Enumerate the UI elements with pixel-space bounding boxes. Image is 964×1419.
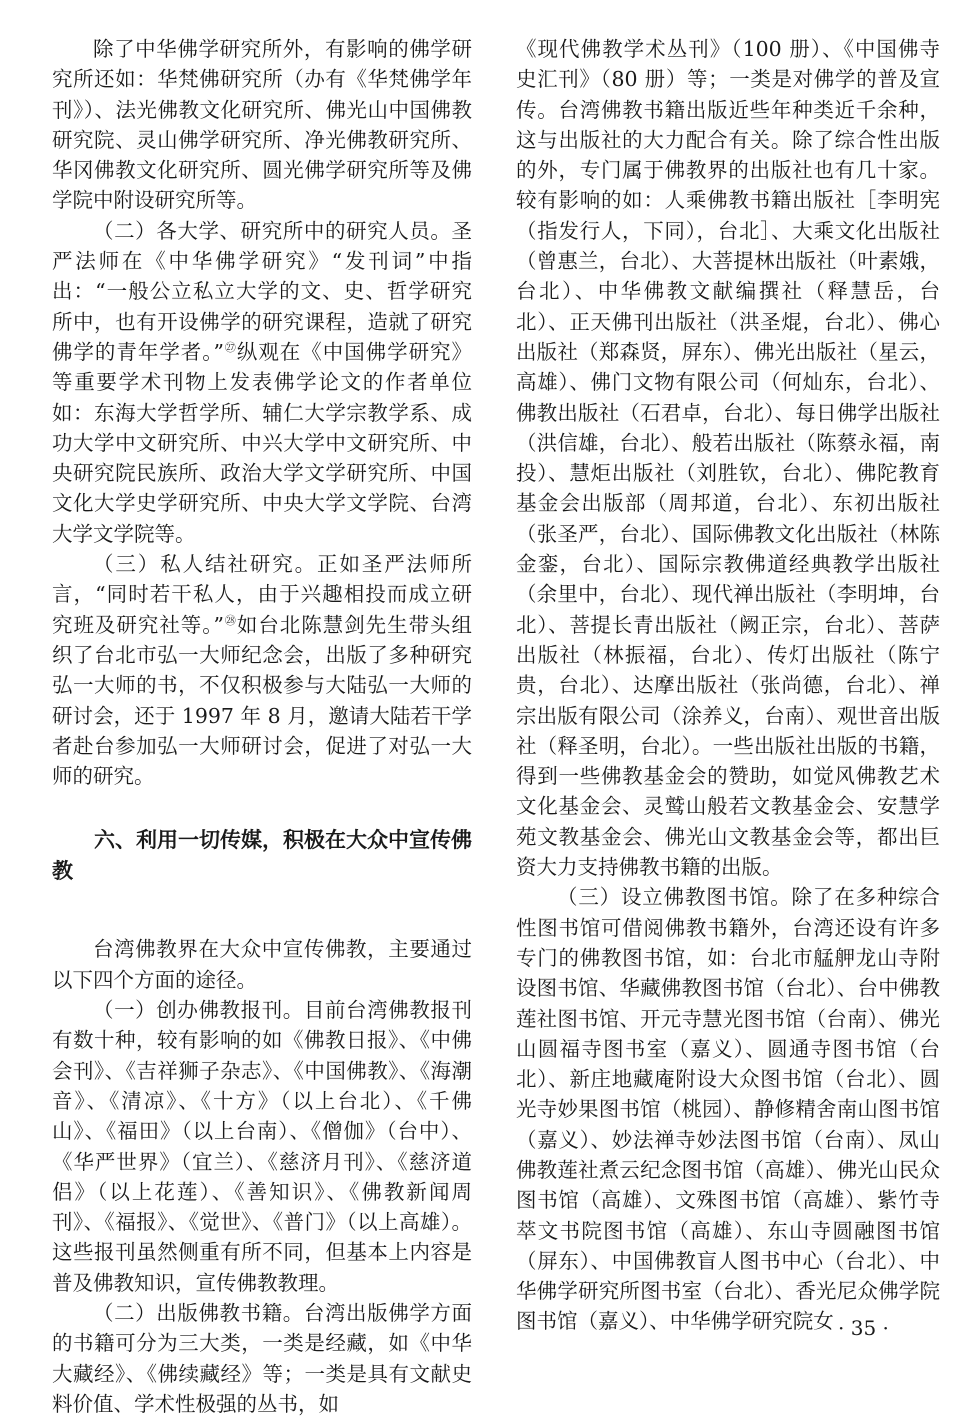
paragraph-university-researchers bbox=[52, 216, 472, 549]
left-column bbox=[52, 34, 472, 1419]
paragraph-intro: 台湾佛教界在大众中宣传佛教，主要通过以下四个方面的途径。 bbox=[52, 937, 472, 992]
paragraph-publishers: 《现代佛教学术丛刊》（100 册）、《中国佛寺史汇刊》（80 册）等；一类是对佛学的普及宣传。台湾佛教书籍出版近些年种类近千余种，这与出版社的大力配合有关。除了综合性出版的外，专门属于佛教界的出版社也有几十家。较有影响的如：人乘佛教书籍出版社［李明宪（指发行人，下同），台北］、大乘文化出版社（曾惠兰，台北）、大菩提林出版社（叶素娥，台北）、中华佛教文献编撰社（释慧岳，台北）、正天佛刊出版社（洪圣焜，台北）、佛心出版社（郑森贤，屏东）、佛光出版社（星云，高雄）、佛门文物有限公司（何灿东，台北）、佛教出版社（石君卓，台北）、每日佛学出版社（洪信雄，台北）、般若出版社（陈蔡永福，南投）、慧炬出版社（刘胜钦，台北）、佛陀教育基金会出版部（周邦道，台北）、东初出版社（张圣严，台北）、国际佛教文化出版社（林陈金銮，台北）、国际宗教佛道经典教学出版社（余里中，台北）、现代禅出版社（李明坤，台北）、菩提长青出版社（阙正宗，台北）、菩萨出版社（林振福，台北）、传灯出版社（陈宁贵，台北）、达摩出版社（张尚德，台北）、禅宗出版有限公司（涂养义，台南）、观世音出版社（释圣明，台北）。一些出版社出版的书籍，得到一些佛教基金会的赞助，如觉风佛教艺术文化基金会、灵鹫山般若文教基金会、安慧学苑文教基金会、佛光山文教基金会等，都出巨资大力支持佛教书籍的出版。 bbox=[516, 37, 940, 880]
footnote-marker: ㉘ bbox=[223, 613, 237, 627]
paragraph-text: （三）私人结社研究。正如圣严法师所言，“同时若干私人，由于兴趣相投而成立研究班及研究社等。” bbox=[52, 552, 472, 637]
paragraph-text: 如台北陈慧剑先生带头组织了台北市弘一大师纪念会，出版了多种研究弘一大师的书，不仅积极参与大陆弘一大师的研讨会，还于 1997 年 8 月，邀请大陆若干学者赴台参加弘一大师研讨会，促进了对弘一大师的研究。 bbox=[52, 612, 473, 789]
paragraph-text: （二）各大学、研究所中的研究人员。圣严法师在《中华佛学研究》“发刊词”中指出：“一般公立私立大学的文、史、哲学研究所中，也有开设佛学的研究课程，造就了研究佛学的青年学者。” bbox=[52, 218, 472, 364]
footnote-marker: ㉗ bbox=[223, 341, 237, 355]
right-column bbox=[516, 34, 940, 1337]
paragraph-private-societies bbox=[52, 549, 472, 791]
paragraph-periodicals: （一）创办佛教报刊。目前台湾佛教报刊有数十种，较有影响的如《佛教日报》、《中佛会刊》、《吉祥狮子杂志》、《中国佛教》、《海潮音》、《清凉》、《十方》（以上台北）、《千佛山》、《福田》（以上台南）、《僧伽》（台中）、《华严世界》（宜兰）、《慈济月刊》、《慈济道侣》（以上花莲）、《善知识》、《佛教新闻周刊》、《福报》、《觉世》、《普门》（以上高雄）。这些报刊虽然侧重有所不同，但基本上内容是普及佛教知识，宣传佛教教理。 bbox=[52, 998, 472, 1295]
paragraph-text: 纵观在《中国佛学研究》等重要学术刊物上发表佛学论文的作者单位如：东海大学哲学所、辅仁大学宗教学系、成功大学中文研究所、中兴大学中文研究所、中央研究院民族所、政治大学文学研究所、中国文化大学史学研究所、中央大学文学院、台湾大学文学院等。 bbox=[52, 339, 473, 546]
paragraph-libraries: （三）设立佛教图书馆。除了在多种综合性图书馆可借阅佛教书籍外，台湾还设有许多专门的佛教图书馆，如：台北市艋舺龙山寺附设图书馆、华藏佛教图书馆（台北）、台中佛教莲社图书馆、开元寺慧光图书馆（台南）、佛光山圆福寺图书室（嘉义）、圆通寺图书馆（台北）、新庄地藏庵附设大众图书馆（台北）、圆光寺妙果图书馆（桃园）、静修精舍南山图书馆（嘉义）、妙法禅寺妙法图书馆（台南）、凤山佛教莲社煮云纪念图书馆（高雄）、佛光山民众图书馆（高雄）、文殊图书馆（高雄）、紫竹寺萃文书院图书馆（高雄）、东山寺圆融图书馆（屏东）、中国佛教盲人图书中心（台北）、中华佛学研究所图书室（台北）、香光尼众佛学院图书馆（嘉义）、中华佛学研究院女 bbox=[516, 885, 940, 1334]
paragraph-books: （二）出版佛教书籍。台湾出版佛学方面的书籍可分为三大类，一类是经藏，如《中华大藏经》、《佛续藏经》等；一类是具有文献史料价值、学术性极强的丛书，如 bbox=[52, 1300, 472, 1416]
page-number: · 35 · bbox=[838, 1316, 889, 1340]
section-heading: 六、利用一切传媒，积极在大众中宣传佛教 bbox=[52, 828, 472, 883]
paragraph-research-institutes: 除了中华佛学研究所外，有影响的佛学研究所还如：华梵佛研究所（办有《华梵佛学年刊》）、法光佛教文化研究所、佛光山中国佛教研究院、灵山佛学研究所、净光佛教研究所、华冈佛教文化研究所、圆光佛学研究所等及佛学院中附设研究所等。 bbox=[52, 37, 472, 213]
